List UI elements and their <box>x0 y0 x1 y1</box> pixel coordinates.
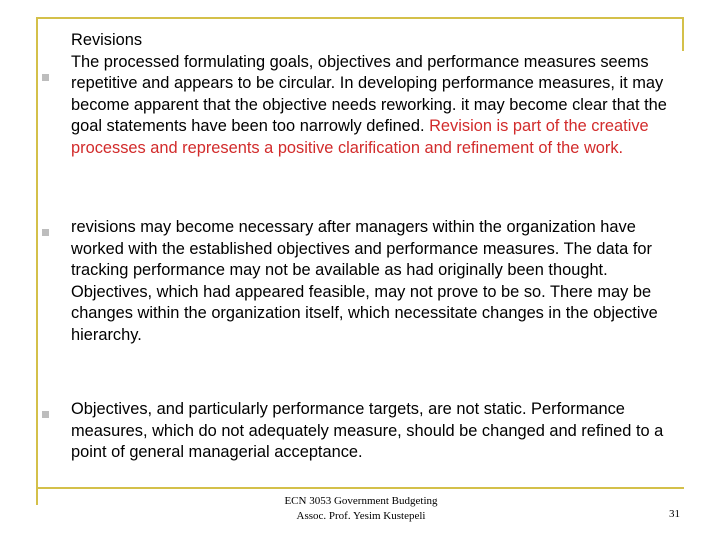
frame-bottom-line <box>36 487 684 489</box>
frame-top-line <box>36 17 684 19</box>
page-number: 31 <box>669 508 680 520</box>
bullet-item-1 <box>71 30 683 160</box>
bullet-text: Objectives, and particularly performance targets, are not static. Performance measures, which do not adequately measure, should be changed and refined to a point of general managerial acceptance. <box>71 400 664 462</box>
slide-footer <box>236 494 486 524</box>
footer-author: Assoc. Prof. Yesim Kustepeli <box>296 510 426 522</box>
bullet-square-icon <box>42 411 49 418</box>
bullet-item-2 <box>71 217 683 347</box>
footer-course: ECN 3053 Government Budgeting <box>284 495 438 507</box>
bullet-heading: Revisions <box>71 31 143 49</box>
bullet-text: revisions may become necessary after managers within the organization have worked with the established objectives and performance measures. The data for tracking performance may not be available as had originally been thought. Objectives, which had appeared feasible, may not prove to be so. There may be changes within the organization itself, which necessitate changes in the objective hierarchy. <box>71 218 658 344</box>
bullet-square-icon <box>42 229 49 236</box>
bullet-highlight-text: Revision is part of the creative processes and represents a positive clarification and refinement of the work. <box>71 117 649 157</box>
frame-left-line <box>36 17 38 505</box>
bullet-square-icon <box>42 74 49 81</box>
bullet-text: The processed formulating goals, objectives and performance measures seems repetitive and appears to be circular. In developing performance measures, it may become apparent that the objective needs reworking. it may become clear that the goal statements have been too narrowly defined. <box>71 52 667 136</box>
bullet-item-3 <box>71 399 683 464</box>
